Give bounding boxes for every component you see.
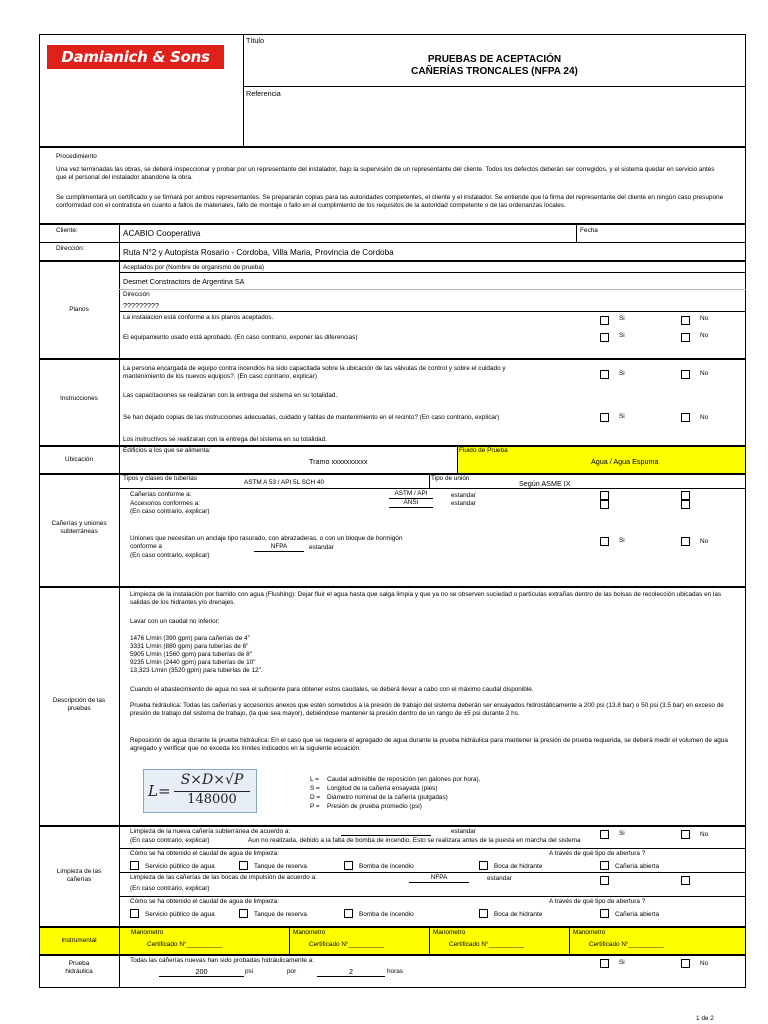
manometro-2-cert: Certificado N°__________: [309, 941, 385, 948]
opt2b-checkbox[interactable]: [239, 909, 248, 918]
conforme1-no-checkbox[interactable]: [681, 491, 690, 500]
legend-sym-1: L =: [310, 776, 319, 783]
no-label: No: [700, 332, 709, 339]
form-page: [39, 34, 746, 1022]
prueba-horas-value: 2: [317, 967, 385, 977]
limpieza-r1: Limpieza de la nueva cañería subterránea de acuerdo a:: [130, 828, 291, 835]
limpieza-r2-std-value: NFPA: [409, 874, 469, 883]
limpieza-r1-blank[interactable]: [341, 835, 431, 836]
canerias-section-1: Cañerías y uniones: [51, 520, 107, 527]
limpieza-r2-est: estandar: [487, 875, 512, 882]
opt5-label: Cañería abierta: [615, 863, 660, 870]
legend-sym-2: S =: [310, 785, 320, 792]
conforme2-std-value: ANSI: [389, 499, 433, 508]
opt4-label: Boca de hidrante: [494, 863, 543, 870]
instrumental-section: Instrumental: [61, 937, 97, 944]
titulo-label: Título: [246, 36, 264, 45]
manometro-3-cert: Certificado N°__________: [449, 941, 525, 948]
cliente-label: Cliente:: [56, 227, 78, 234]
descripcion-section-1: Descripción de las: [52, 697, 106, 704]
si-label: Si: [619, 537, 625, 544]
aceptados-value: Desmet Constractors de Argentina SA: [123, 277, 245, 286]
descripcion-section-2: pruebas: [67, 705, 91, 712]
union-value: Según ASME IX: [519, 479, 571, 488]
tipos-value: ASTM A 53 / API 5L SCH 40: [244, 479, 325, 486]
cliente-value: ACABIO Cooperativa: [123, 229, 201, 238]
prueba-psi-field[interactable]: [159, 967, 244, 977]
opt2-checkbox[interactable]: [239, 861, 248, 870]
opt1b-checkbox[interactable]: [130, 909, 139, 918]
formula-image: [143, 769, 257, 813]
no-label: No: [700, 538, 709, 545]
instrucciones-n1: Las capacitaciones se realizaran con la entrega del sistema en su totalidad.: [123, 392, 338, 399]
direccion-label: Dirección:: [56, 245, 85, 252]
rate-3: 5905 L/min (1560 gpm) para tuberías de 8": [130, 651, 252, 658]
limpieza-section-1: Limpieza de las: [56, 868, 102, 875]
conforme2-no-checkbox[interactable]: [681, 500, 690, 509]
manometro-1-label: Manometro: [131, 929, 164, 936]
instrucciones-q2-si-checkbox[interactable]: [600, 413, 609, 422]
anclaje-std-value: NFPA: [254, 543, 304, 552]
prueba-text: Todas las cañerías nuevas han sido probadas hidráulicamente a:: [130, 957, 315, 964]
legend-txt-4: Presión de prueba promedio (psi): [327, 803, 422, 810]
descripcion-p2: Lavar con un caudal no inferior:: [130, 618, 220, 625]
anclaje-no-checkbox[interactable]: [681, 537, 690, 546]
opt2-label: Tanque de reserva: [254, 863, 307, 870]
opt3-label: Bomba de incendio: [359, 863, 414, 870]
ubicacion-section: Ubicación: [64, 456, 94, 463]
opt4b-checkbox[interactable]: [479, 909, 488, 918]
opt1-checkbox[interactable]: [130, 861, 139, 870]
no-label: No: [700, 370, 709, 377]
rate-5: 13,323 L/min (3520 gpm) para tuberías de 12".: [130, 667, 263, 674]
prueba-psi-unit: psi: [245, 968, 254, 975]
planos-q2-si-checkbox[interactable]: [600, 333, 609, 342]
title-line-1: PRUEBAS DE ACEPTACIÓN: [427, 54, 562, 65]
si-label: Si: [619, 315, 625, 322]
title-line-2: CAÑERÍAS TRONCALES (NFPA 24): [411, 66, 578, 77]
instrucciones-q2: Se han dejado copias de las instrucciones adecuadas, cuidado y tablas de mantenimiento en el recinto? (En caso contrario, explicar): [123, 414, 500, 421]
opt3-checkbox[interactable]: [344, 861, 353, 870]
planos-section: Planos: [69, 306, 89, 313]
limpieza-r1-caso: (En caso contrario, explicar): [130, 837, 210, 844]
union-label: Tipo de unión: [431, 475, 470, 482]
opt3b-checkbox[interactable]: [344, 909, 353, 918]
si-label: Si: [619, 959, 625, 966]
manometro-2-label: Manometro: [293, 929, 326, 936]
planos-q2: El equipamiento usado está aprobado. (En caso contrario, exponer las diferencias): [123, 334, 358, 341]
procedimiento-p1: Una vez terminadas las obras, se deberá inspeccionar y probar por un representante del instalador, bajo la supervisión de un representante del cliente. Todos los defectos deberán ser corregidos, y el sistema quedar en servicio antes que el personal del instalador abandone la obra.: [56, 166, 715, 181]
aceptados-label: Aceptados por (Nombre de organismo de prueba): [123, 264, 265, 271]
procedimiento-heading: Procedimiento: [56, 153, 97, 160]
anclaje-std: [254, 543, 304, 552]
limpieza-r2-std: [409, 874, 469, 883]
formula-denominator: 148000: [187, 792, 237, 807]
legend-sym-3: D =: [310, 794, 321, 801]
manometro-4-label: Manometro: [573, 929, 606, 936]
instrucciones-q1: La persona encargada de equipo contra incendios ha sido capacitada sobre la ubicación de las válvulas de control y sobre el cuidado y mantenimiento de los nuevos equipos?. (En caso contrario, explicar): [123, 365, 506, 380]
no-label: No: [700, 831, 709, 838]
limpieza-r1-no-checkbox[interactable]: [681, 830, 690, 839]
como-label: Cómo se ha obtenido el caudal de agua de limpieza:: [130, 850, 279, 857]
conforme2-si-checkbox[interactable]: [600, 500, 609, 509]
company-logo: Damianich & Sons: [47, 45, 224, 69]
planos-direccion-label: Dirección: [123, 291, 150, 298]
conforme2-std: [389, 499, 433, 508]
opt4b-label: Boca de hidrante: [494, 911, 543, 918]
prueba-si-checkbox[interactable]: [600, 959, 609, 968]
opt2b-label: Tanque de reserva: [254, 911, 307, 918]
planos-direccion-value: ?????????: [123, 301, 159, 310]
planos-q1-no-checkbox[interactable]: [681, 316, 690, 325]
limpieza-r2-caso: (En caso contrario, explicar): [130, 885, 210, 892]
instrucciones-q1-si-checkbox[interactable]: [600, 370, 609, 379]
no-label: No: [700, 960, 709, 967]
opt5b-checkbox[interactable]: [600, 909, 609, 918]
procedimiento-p2: Se cumplimentará un certificado y se firmará por ambos representantes. Se prepararán copias para las autoridades competentes, el cliente y el instalador. Se entiende que la firma del representante del cliente en ningún caso presupone conformidad con el contratista en cuanto a fallos de materiales, fallo de montaje o fallo en el cumplimiento de los requisitos de la autoridad competente o de las ordenanzas locales.: [56, 194, 724, 209]
instrucciones-q1-no-checkbox[interactable]: [681, 370, 690, 379]
limpieza-section-2: cañerías: [66, 876, 92, 883]
rate-1: 1476 L/min (390 gpm) para cañerías de 4": [130, 635, 250, 642]
planos-q1: La instalación está conforme a los planos aceptados.: [123, 314, 274, 321]
rate-4: 9235 L/min (2440 gpm) para tuberías de 10": [130, 659, 256, 666]
anclaje-est: estandar: [309, 544, 334, 551]
no-label: No: [700, 414, 709, 421]
legend-txt-2: Longitud de la cañería ensayada (pies): [327, 785, 438, 792]
legend-sym-4: P =: [310, 803, 320, 810]
opt4-checkbox[interactable]: [479, 861, 488, 870]
limpieza-r2-no-checkbox[interactable]: [681, 876, 690, 885]
limpieza-r2: Limpieza de las cañerías de las bocas de impulsión de acuerdo a:: [130, 874, 317, 881]
fecha-label: Fecha: [580, 227, 598, 234]
anclaje-caso: (En caso contrario, explicar): [130, 552, 210, 559]
canerias-section-2: subterráneas: [60, 528, 98, 535]
page-number: 1 de 2: [696, 1015, 714, 1022]
direccion-value: Ruta N°2 y Autopista Rosario - Cordoba, Villa Maria, Provincia de Cordoba: [123, 248, 394, 257]
descripcion-p4: Prueba hidráulica: Todas las cañerías y accesorios anexos que estén sometidos a la presión de trabajo del sistema deberán ser ensayados hidrostáticamente a 200 psi (13.8 bar) o 50 psi (3.5 bar) en exceso de presión de trabajo del sistema de trabajo, (la que sea mayor), debiéndose mantener la presión dentro de un rango de ±5 psi durante 2 hs.: [130, 702, 724, 717]
descripcion-p3: Cuando el abastecimiento de agua no sea el suficiente para obtener estos caudales, se deberá llevar a cabo con el máximo caudal disponible.: [130, 686, 534, 693]
prueba-no-checkbox[interactable]: [681, 959, 690, 968]
limpieza-r2-si-checkbox[interactable]: [600, 876, 609, 885]
procedimiento-box: [39, 147, 746, 224]
prueba-horas-unit: horas: [387, 968, 403, 975]
anclaje-text: Uniones que necesitan un anclaje tipo rasurado, con abrazaderas, o con un bloque de hormigón conforme a: [130, 535, 403, 550]
tipos-label: Tipos y clases de tuberías: [123, 475, 198, 482]
limpieza-r1-si-checkbox[interactable]: [600, 830, 609, 839]
planos-q2-no-checkbox[interactable]: [681, 333, 690, 342]
limpieza-r1-note: Aun no realizada, debido a la falta de bomba de incendio. Esto se realizara antes de la puesta en marcha del sistema: [248, 837, 581, 844]
conforme1-std-value: ASTM / API: [389, 490, 433, 499]
opt1-label: Servicio público de agua: [145, 863, 215, 870]
prueba-section-1: Prueba: [68, 960, 90, 967]
atraves-label: A través de qué tipo de abertura ?: [549, 850, 646, 857]
atraves-label-2: A través de qué tipo de abertura ?: [549, 898, 646, 905]
limpieza-r1-est: estandar: [451, 828, 476, 835]
legend-txt-3: Diámetro nominal de la cañería (pulgadas): [327, 794, 448, 801]
manometro-1-cert: Certificado N°__________: [147, 941, 223, 948]
si-label: Si: [619, 370, 625, 377]
conforme-caso: (En caso contrario, explicar): [130, 508, 210, 515]
si-label: Si: [619, 830, 625, 837]
planos-q1-si-checkbox[interactable]: [600, 316, 609, 325]
conforme2-label: Accesorios conformes a:: [130, 500, 200, 507]
si-label: Si: [619, 332, 625, 339]
prueba-section-2: hidráulica: [65, 968, 93, 975]
instrucciones-q2-no-checkbox[interactable]: [681, 413, 690, 422]
descripcion-p5: Reposición de agua durante la prueba hidráulica: En el caso que se requiera el agregado de agua durante la prueba hidráulica para mantener la presión de prueba requerida, se deberá medir el volumen de agua agregado y verificar que no exceda los límites indicados en la siguiente ecuación:: [130, 737, 728, 752]
opt3b-label: Bomba de incendio: [359, 911, 414, 918]
planos-box: [39, 261, 746, 359]
prueba-horas-field[interactable]: [317, 967, 385, 977]
edificios-label: Edificios a los que se alimenta:: [123, 447, 211, 454]
fluido-value: Agua / Agua Espuma: [591, 457, 659, 466]
opt5b-label: Cañería abierta: [615, 911, 660, 918]
conforme2-est: estandar: [451, 500, 476, 507]
instrucciones-n2: Los instructivos se realizaran con la entrega del sistema en su totalidad.: [123, 436, 327, 443]
referencia-label: Referencia: [246, 89, 281, 98]
instrucciones-section: Instrucciones: [60, 395, 98, 402]
formula-lhs: L=: [148, 782, 171, 800]
opt5-checkbox[interactable]: [600, 861, 609, 870]
opt1b-label: Servicio público de agua: [145, 911, 215, 918]
descripcion-p1: Limpieza de la instalación por barrido con agua (Flushing): Dejar fluir el agua hasta que salga limpia y que ya no se observen suciedad o partículas extrañas dentro de las bolsas de recolección ubicadas en las salidas de los hidrantes y/o drenajes.: [130, 591, 722, 606]
si-label: Si: [619, 413, 625, 420]
anclaje-si-checkbox[interactable]: [600, 537, 609, 546]
rate-2: 3331 L/min (880 gpm) para tuberías de 6": [130, 643, 249, 650]
como-label-2: Cómo se ha obtenido el caudal de agua de limpieza:: [130, 898, 279, 905]
manometro-4-cert: Certificado N°__________: [589, 941, 665, 948]
edificios-value: Tramo xxxxxxxxxx: [309, 457, 368, 466]
conforme1-est: estandar: [451, 492, 476, 499]
no-label: No: [700, 315, 709, 322]
conforme1-si-checkbox[interactable]: [600, 491, 609, 500]
formula-numerator: S×D×√P: [180, 772, 244, 788]
conforme1-label: Cañerías conforme a:: [130, 491, 192, 498]
prueba-psi-value: 200: [159, 967, 244, 977]
conforme1-std: [389, 490, 433, 499]
legend-txt-1: Caudal admisible de reposición (en galones por hora).: [327, 776, 481, 783]
prueba-por: por: [287, 968, 297, 975]
manometro-3-label: Manometro: [433, 929, 466, 936]
fluido-label: Fluido de Prueba: [459, 447, 508, 454]
